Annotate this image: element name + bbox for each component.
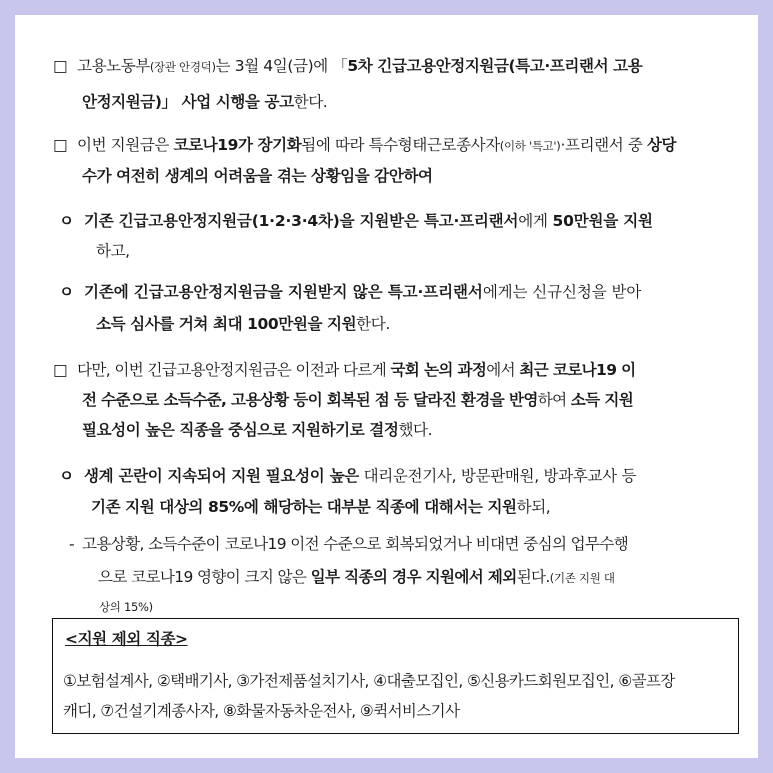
circle-bullet: ㅇ (59, 283, 74, 301)
paragraph-1-line-1: 고용노동부(장관 안경덕)는 3월 4일(금)에 「5차 긴급고용안정지원금(특고·프리랜서 고용 (77, 57, 643, 75)
paragraph-1-line-2: 안정지원금)」 사업 시행을 공고한다. (82, 93, 328, 111)
paragraph-6-line-2: 기존 지원 대상의 85%에 해당하는 대부분 직종에 대해서는 지원하되, (91, 498, 551, 516)
paragraph-2-line-1: 이번 지원금은 코로나19가 장기화됨에 따라 특수형태근로종사자(이하 '특고')·프리랜서 중 상당 (77, 136, 677, 154)
paragraph-5-line-2: 전 수준으로 소득수준, 고용상황 등이 회복된 점 등 달라진 환경을 반영하여 소득 지원 (82, 391, 634, 409)
square-bullet: □ (53, 361, 68, 379)
paragraph-6-line-1: 생계 곤란이 지속되어 지원 필요성이 높은 대리운전기사, 방문판매원, 방과후교사 등 (84, 467, 637, 485)
dash-bullet: - (69, 535, 75, 553)
square-bullet: □ (53, 136, 68, 154)
document-page (15, 15, 758, 758)
paragraph-3-line-2: 하고, (96, 242, 130, 260)
box-line-2: 캐디, ⑦건설기계종사자, ⑧화물자동차운전사, ⑨퀵서비스기사 (63, 702, 460, 720)
square-bullet: □ (53, 57, 68, 75)
paragraph-3-line-1: 기존 긴급고용안정지원금(1·2·3·4차)을 지원받은 특고·프리랜서에게 50만원을 지원 (84, 212, 653, 230)
paragraph-5-line-3: 필요성이 높은 직종을 중심으로 지원하기로 결정했다. (82, 421, 433, 439)
paragraph-5-line-1: 다만, 이번 긴급고용안정지원금은 이전과 다르게 국회 논의 과정에서 최근 코로나19 이 (77, 361, 636, 379)
paragraph-4-line-2: 소득 심사를 거쳐 최대 100만원을 지원한다. (96, 315, 390, 333)
box-line-1: ①보험설계사, ②택배기사, ③가전제품설치기사, ④대출모집인, ⑤신용카드회원모집인, ⑥골프장 (63, 672, 675, 690)
circle-bullet: ㅇ (59, 467, 74, 485)
excluded-occupations-box (52, 618, 739, 734)
paragraph-2-line-2: 수가 여전히 생계의 어려움을 겪는 상황임을 감안하여 (82, 167, 433, 185)
circle-bullet: ㅇ (59, 212, 74, 230)
box-title: <지원 제외 직종> (65, 630, 188, 648)
paragraph-7-line-3: 상의 15%) (99, 600, 153, 614)
paragraph-7-line-2: 으로 코로나19 영향이 크지 않은 일부 직종의 경우 지원에서 제외된다.(기존 지원 대 (98, 568, 615, 586)
paragraph-7-line-1: 고용상황, 소득수준이 코로나19 이전 수준으로 회복되었거나 비대면 중심의 업무수행 (82, 535, 629, 553)
paragraph-4-line-1: 기존에 긴급고용안정지원금을 지원받지 않은 특고·프리랜서에게는 신규신청을 받아 (84, 283, 642, 301)
